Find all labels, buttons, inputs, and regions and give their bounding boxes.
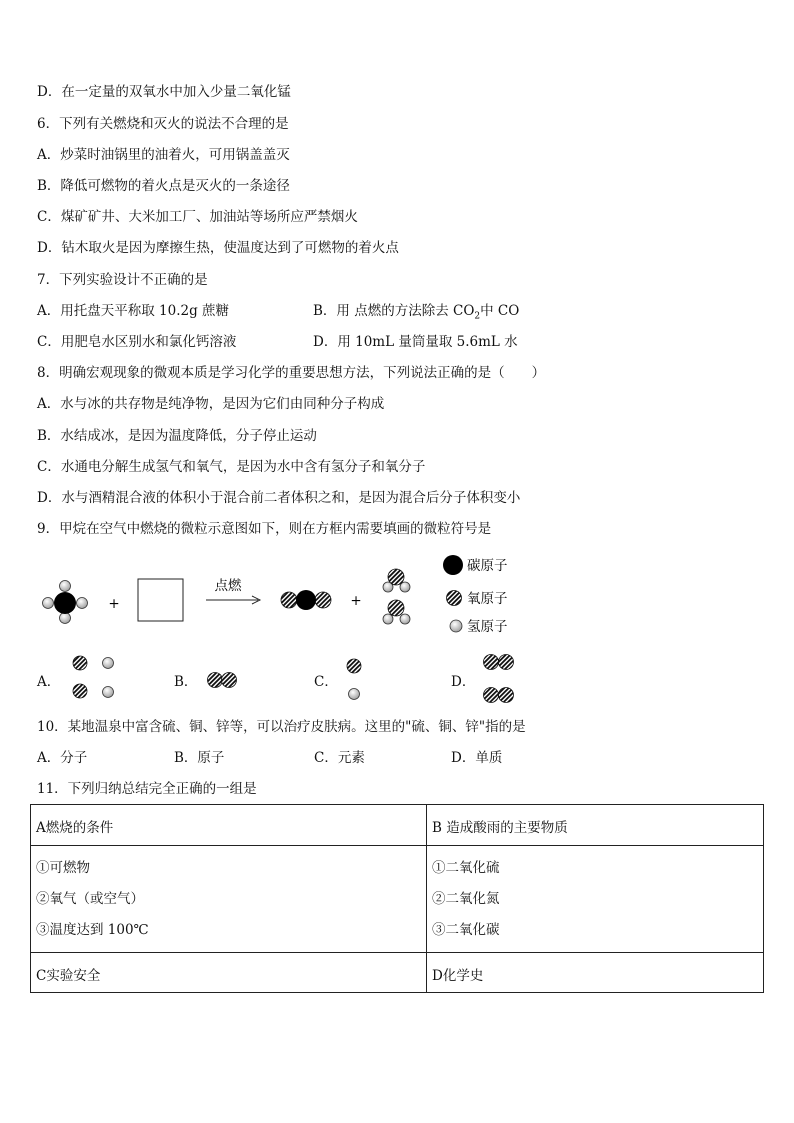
question-11: 11．下列归纳总结完全正确的一组是 — [37, 781, 257, 797]
q7-option-d: D．用 10mL 量筒量取 5.6mL 水 — [313, 334, 518, 350]
methane-combustion-diagram — [30, 550, 570, 710]
q8-option-d: D．水与酒精混合液的体积小于混合前二者体积之和，是因为混合后分子体积变小 — [37, 490, 521, 506]
q8-option-b: B．水结成冰，是因为温度降低，分子停止运动 — [37, 428, 317, 444]
q7-option-a: A．用托盘天平称取 10.2g 蔗糖 — [37, 303, 230, 319]
list-item: ①二氧化硫 — [432, 860, 500, 876]
reaction-arrow — [206, 596, 260, 604]
q9-option-d-label: D． — [451, 674, 476, 690]
legend-hydrogen-swatch — [450, 620, 462, 632]
q6-option-c: C．煤矿矿井、大米加工厂、加油站等场所应严禁烟火 — [37, 209, 358, 225]
option-d-figure — [484, 655, 514, 703]
list-item: ③二氧化碳 — [432, 922, 500, 938]
cell-a-items — [31, 846, 427, 953]
legend-oxygen-swatch — [447, 591, 462, 606]
summary-table — [30, 804, 764, 993]
q9-option-c-label: C． — [314, 674, 338, 690]
legend-oxygen: 氧原子 — [467, 591, 508, 607]
q10-option-c: C．元素 — [314, 750, 365, 766]
water-molecule-2 — [383, 600, 410, 624]
co2-molecule — [281, 590, 331, 610]
question-7: 7．下列实验设计不正确的是 — [37, 272, 208, 288]
q8-option-c: C．水通电分解生成氢气和氧气，是因为水中含有氢分子和氧分子 — [37, 459, 426, 475]
q6-option-b: B．降低可燃物的着火点是灭火的一条途径 — [37, 178, 290, 194]
cell-a-title: A燃烧的条件 — [31, 805, 427, 846]
legend-hydrogen: 氢原子 — [467, 619, 508, 635]
q7-option-c: C．用肥皂水区别水和氯化钙溶液 — [37, 334, 237, 350]
plus-sign-2: + — [350, 593, 362, 609]
q9-option-b-label: B． — [174, 674, 198, 690]
option-c-figure — [347, 659, 361, 700]
option-d-previous: D．在一定量的双氧水中加入少量二氧化锰 — [37, 84, 291, 100]
ignite-label: 点燃 — [214, 578, 242, 594]
cell-d-title: D化学史 — [427, 953, 764, 993]
option-b-figure — [208, 673, 237, 688]
option-a-figure — [73, 656, 114, 698]
list-item: ①可燃物 — [36, 860, 90, 876]
question-8: 8．明确宏观现象的微观本质是学习化学的重要思想方法，下列说法正确的是（ ） — [37, 365, 546, 381]
legend-carbon: 碳原子 — [467, 558, 508, 574]
cell-b-title: B 造成酸雨的主要物质 — [427, 805, 764, 846]
question-6: 6．下列有关燃烧和灭火的说法不合理的是 — [37, 116, 289, 132]
question-10: 10．某地温泉中富含硫、铜、锌等，可以治疗皮肤病。这里的"硫、铜、锌"指的是 — [37, 719, 526, 735]
cell-b-items — [427, 846, 764, 953]
plus-sign-1: + — [108, 596, 120, 612]
list-item: ②氧气（或空气） — [36, 891, 144, 907]
q10-option-a: A．分子 — [37, 750, 88, 766]
methane-molecule — [43, 581, 88, 624]
q6-option-a: A．炒菜时油锅里的油着火，可用锅盖盖灭 — [37, 147, 290, 163]
legend — [443, 555, 508, 635]
q6-option-d: D．钻木取火是因为摩擦生热，使温度达到了可燃物的着火点 — [37, 240, 399, 256]
q7-option-b: B．用 点燃的方法除去 $CO_2$中 CO — [313, 303, 520, 322]
cell-c-title: C实验安全 — [31, 953, 427, 993]
answer-box — [138, 579, 183, 621]
water-molecule-1 — [383, 569, 410, 592]
q10-option-b: B．原子 — [174, 750, 225, 766]
list-item: ③温度达到 100℃ — [36, 922, 149, 938]
legend-carbon-swatch — [443, 555, 463, 575]
q9-option-a-label: A． — [37, 674, 61, 690]
question-9: 9．甲烷在空气中燃烧的微粒示意图如下，则在方框内需要填画的微粒符号是 — [37, 521, 492, 537]
q8-option-a: A．水与冰的共存物是纯净物，是因为它们由同种分子构成 — [37, 396, 385, 412]
q10-option-d: D．单质 — [451, 750, 503, 766]
list-item: ②二氧化氮 — [432, 891, 500, 907]
